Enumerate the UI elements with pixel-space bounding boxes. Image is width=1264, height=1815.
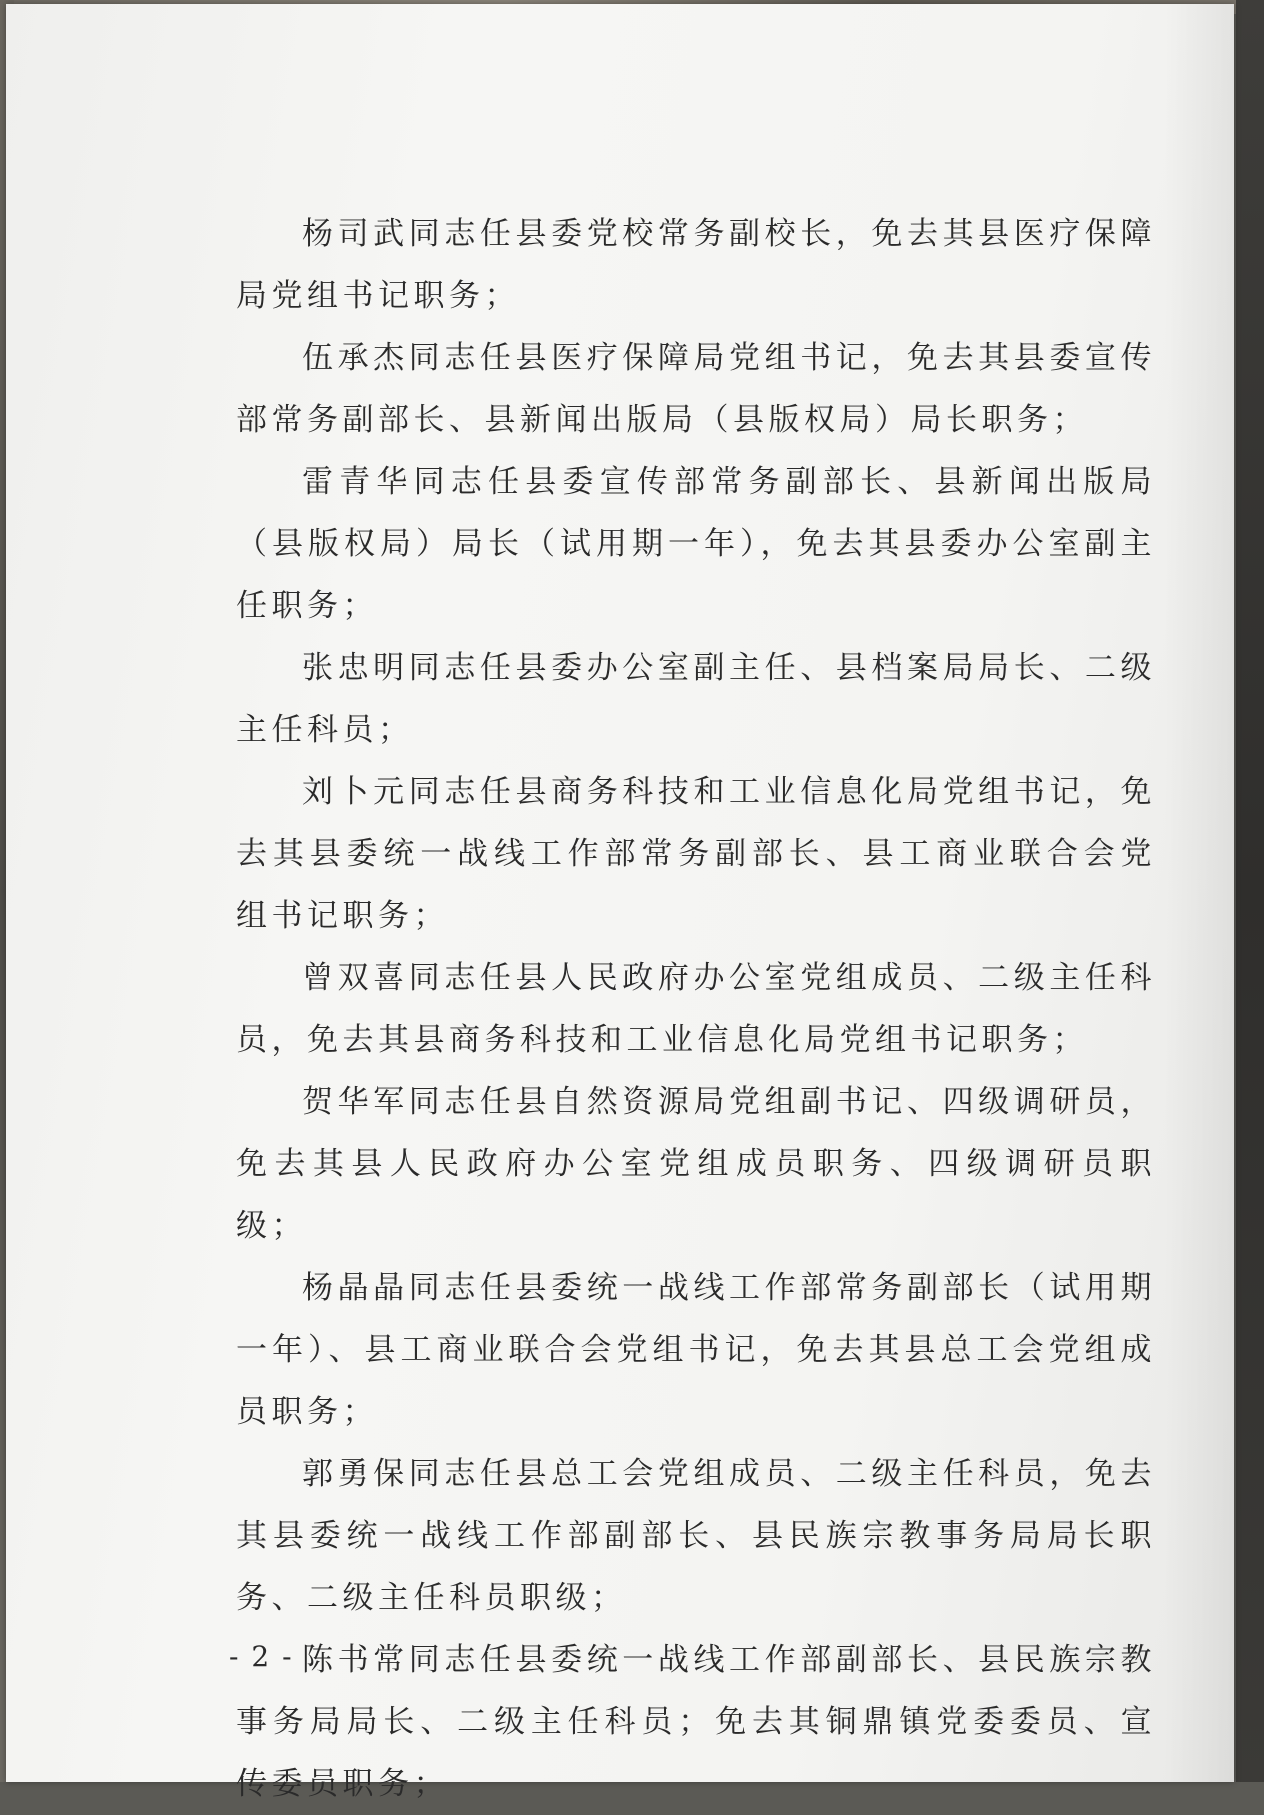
paragraph: 杨晶晶同志任县委统一战线工作部常务副部长（试用期一年）、县工商业联合会党组书记，免去其县总工会党组成员职务； <box>236 1270 1156 1430</box>
paragraph: 曾双喜同志任县人民政府办公室党组成员、二级主任科员，免去其县商务科技和工业信息化局党组书记职务； <box>236 960 1156 1058</box>
paragraph: 雷青华同志任县委宣传部常务副部长、县新闻出版局（县版权局）局长（试用期一年），免去其县委办公室副主任职务； <box>236 464 1156 624</box>
document-body <box>236 203 1156 1815</box>
paragraph: 陈书常同志任县委统一战线工作部副部长、县民族宗教事务局局长、二级主任科员；免去其铜鼎镇党委委员、宣传委员职务； <box>236 1642 1156 1802</box>
paragraph: 贺华军同志任县自然资源局党组副书记、四级调研员，免去其县人民政府办公室党组成员职务、四级调研员职级； <box>236 1084 1156 1244</box>
paragraph: 刘卜元同志任县商务科技和工业信息化局党组书记，免去其县委统一战线工作部常务副部长、县工商业联合会党组书记职务； <box>236 774 1156 934</box>
photo-background-right <box>1236 0 1264 1782</box>
paragraph: 郭勇保同志任县总工会党组成员、二级主任科员，免去其县委统一战线工作部副部长、县民族宗教事务局局长职务、二级主任科员职级； <box>236 1456 1156 1616</box>
paragraph: 张忠明同志任县委办公室副主任、县档案局局长、二级主任科员； <box>236 650 1156 748</box>
paragraph: 伍承杰同志任县医疗保障局党组书记，免去其县委宣传部常务副部长、县新闻出版局（县版权局）局长职务； <box>236 340 1156 438</box>
paragraph: 杨司武同志任县委党校常务副校长，免去其县医疗保障局党组书记职务； <box>236 216 1156 314</box>
page-number: - 2 - <box>229 1640 294 1673</box>
